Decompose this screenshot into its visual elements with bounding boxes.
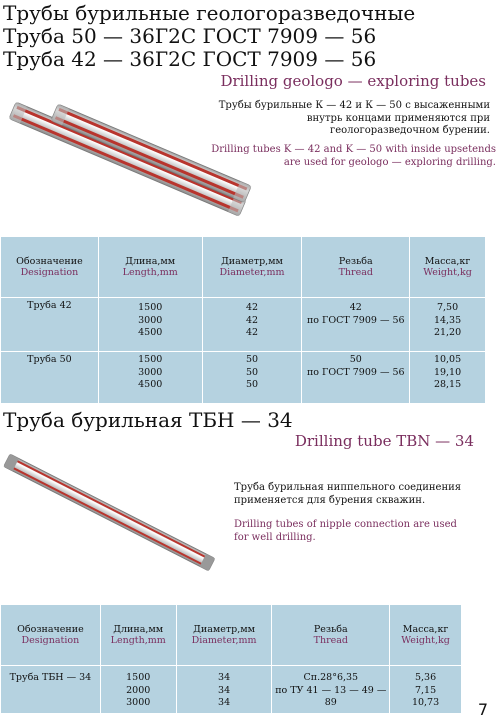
- cell-weight: 10,05 19,10 28,15: [410, 352, 486, 404]
- cell-thread: Сп.28°6,35 по ТУ 41 — 13 — 49 — 89: [272, 666, 390, 714]
- page-number: 7: [477, 700, 488, 719]
- header-designation: Обозначение Designation: [1, 237, 99, 298]
- header-diameter: Диаметр,мм Diameter,mm: [202, 237, 302, 298]
- desc-ru-line: Трубы бурильные К — 42 и К — 50 с высаженными: [218, 100, 490, 111]
- section1-english-title: Drilling geologo — exploring tubes: [220, 72, 486, 90]
- cell-thread: 50 по ГОСТ 7909 — 56: [302, 352, 410, 404]
- cell-thread: 42 по ГОСТ 7909 — 56: [302, 298, 410, 352]
- title-line-3: Труба 42 — 36Г2С ГОСТ 7909 — 56: [3, 47, 377, 71]
- desc-en-line: are used for geologo — exploring drilling.: [283, 156, 496, 168]
- spec-table-1: [0, 236, 486, 404]
- header-diameter: Диаметр,мм Diameter,mm: [176, 605, 272, 666]
- section1-description-en: [211, 144, 496, 169]
- desc-en-line: Drilling tubes K — 42 and K — 50 with inside upsetends: [211, 144, 496, 155]
- table-row: [1, 666, 462, 714]
- desc-ru-line: внутрь концами применяются при: [306, 112, 490, 124]
- desc-ru-line: геологоразведочном бурении.: [329, 125, 490, 136]
- cell-designation: Труба 50: [1, 352, 99, 404]
- header-weight: Масса,кг Weight,kg: [390, 605, 462, 666]
- section2-description-en: [234, 519, 457, 544]
- cell-diameter: 34 34 34: [176, 666, 272, 714]
- table-header-row: [1, 605, 462, 666]
- header-length: Длина,мм Length,mm: [98, 237, 202, 298]
- header-length: Длина,мм Length,mm: [100, 605, 176, 666]
- section2-description-ru: [234, 482, 461, 507]
- page-title: [3, 2, 415, 71]
- header-designation: Обозначение Designation: [1, 605, 101, 666]
- table-row: [1, 298, 486, 352]
- tbn-tube-image: [0, 452, 216, 584]
- cell-diameter: 42 42 42: [202, 298, 302, 352]
- cell-diameter: 50 50 50: [202, 352, 302, 404]
- cell-weight: 7,50 14,35 21,20: [410, 298, 486, 352]
- cell-designation: Труба 42: [1, 298, 99, 352]
- table-header-row: [1, 237, 486, 298]
- desc-en-line: for well drilling.: [234, 531, 316, 543]
- cell-weight: 5,36 7,15 10,73: [390, 666, 462, 714]
- cell-length: 1500 3000 4500: [98, 298, 202, 352]
- desc-ru-line: Труба бурильная ниппельного соединения: [234, 482, 462, 493]
- table-row: [1, 352, 486, 404]
- title-line-1: Трубы бурильные геологоразведочные: [3, 1, 416, 25]
- desc-ru-line: применяется для бурения скважин.: [234, 494, 426, 506]
- header-thread: Резьба Thread: [302, 237, 410, 298]
- header-thread: Резьба Thread: [272, 605, 390, 666]
- cell-designation: Труба ТБН — 34: [1, 666, 101, 714]
- header-weight: Масса,кг Weight,kg: [410, 237, 486, 298]
- desc-en-line: Drilling tubes of nipple connection are used: [234, 519, 457, 530]
- spec-table-2: [0, 604, 462, 714]
- section1-description-ru: [219, 100, 490, 138]
- title-line-2: Труба 50 — 36Г2С ГОСТ 7909 — 56: [3, 24, 377, 48]
- cell-length: 1500 3000 4500: [98, 352, 202, 404]
- section2-english-title: Drilling tube TBN — 34: [294, 432, 474, 450]
- cell-length: 1500 2000 3000: [100, 666, 176, 714]
- section2-title: Труба бурильная ТБН — 34: [3, 408, 293, 432]
